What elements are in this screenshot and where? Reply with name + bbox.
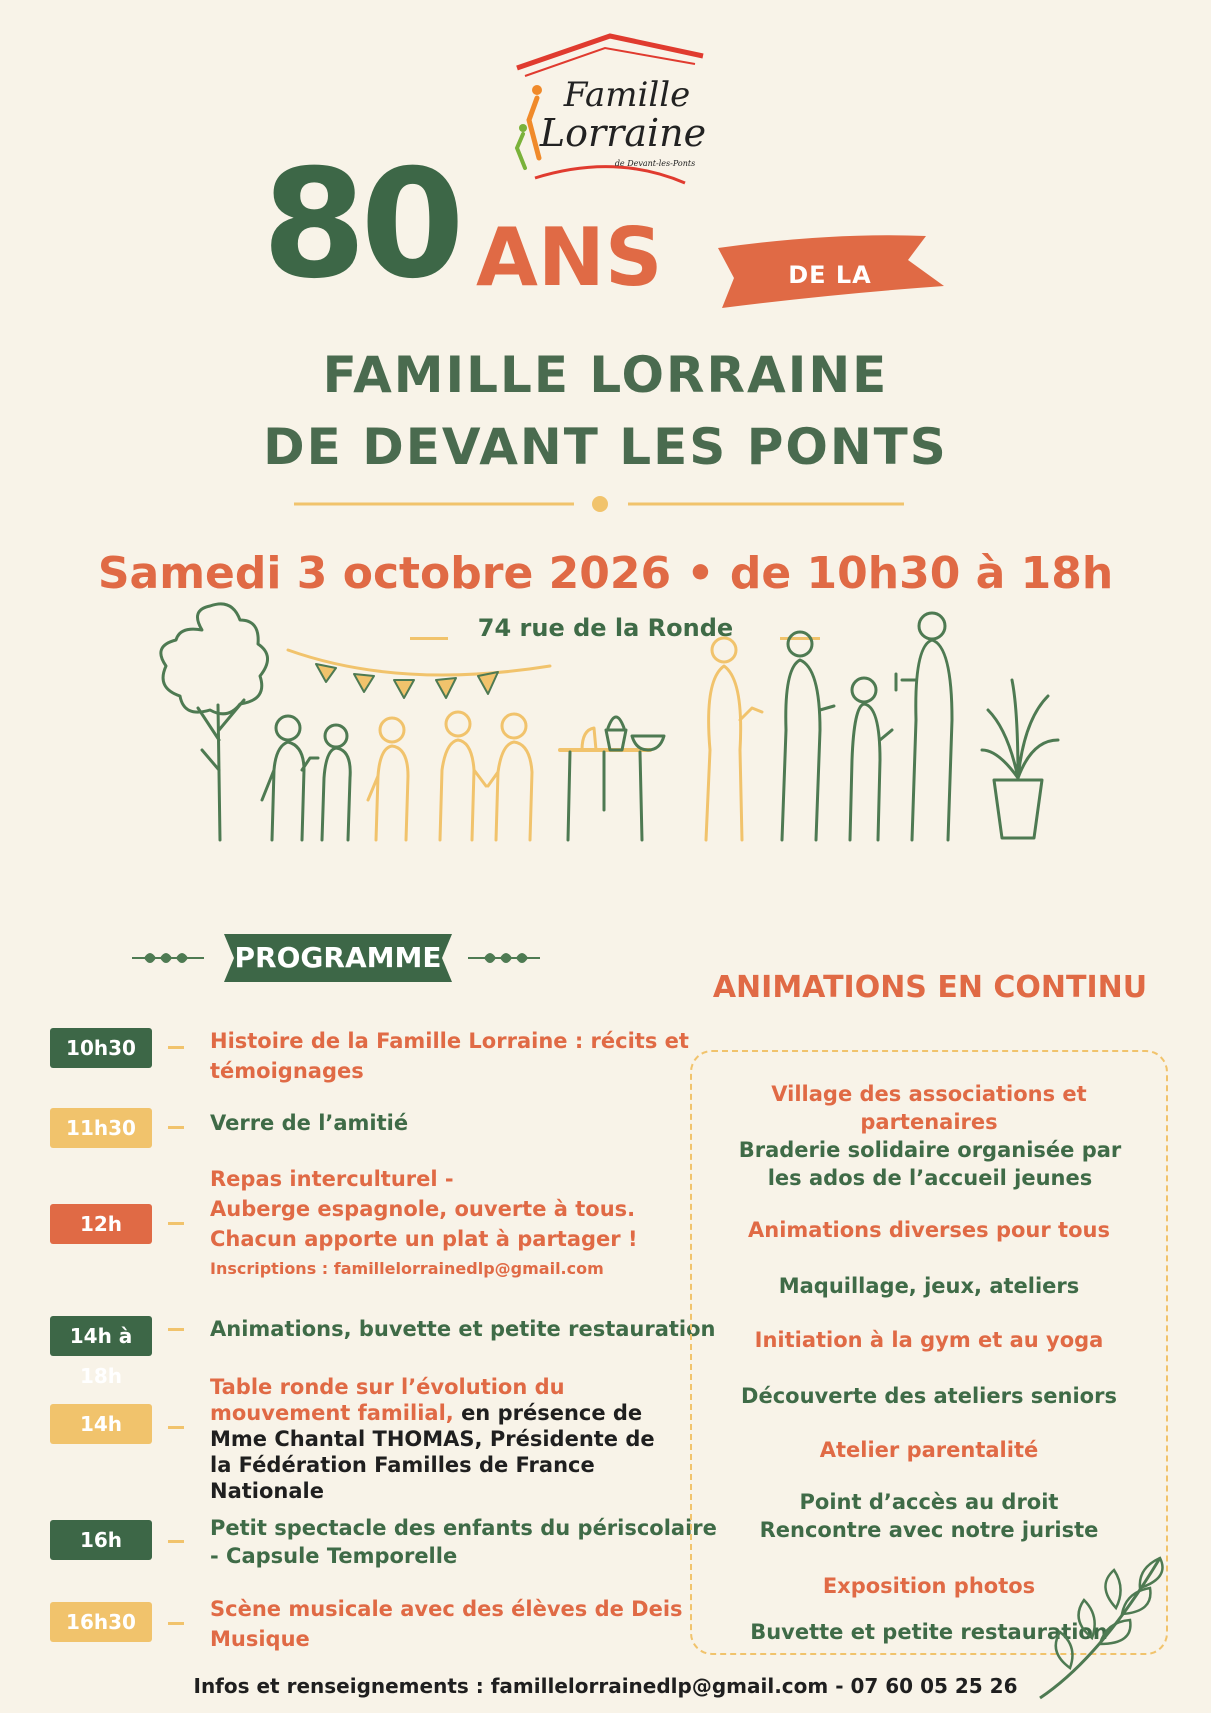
sprig-left-icon <box>130 944 206 972</box>
person-figures-right-green <box>782 613 952 840</box>
famille-lorraine-logo <box>505 28 715 188</box>
programme-item <box>50 1108 690 1152</box>
animations-title: ANIMATIONS EN CONTINU <box>712 970 1148 1005</box>
animation-item: Village des associations et partenaires <box>771 1082 1087 1134</box>
programme-item <box>50 1164 690 1284</box>
time-badge: 16h30 <box>50 1602 152 1642</box>
time-badge: 14h <box>50 1404 152 1444</box>
footer-contact: Infos et renseignements : famillelorrainedlp@gmail.com - 07 60 05 25 26 <box>193 1674 1018 1698</box>
logo-sub: de Devant-les-Ponts <box>614 159 696 168</box>
programme-text: Animations, buvette et petite restauration <box>210 1317 716 1341</box>
time-badge: 11h30 <box>50 1108 152 1148</box>
programme-text: Petit spectacle des enfants du périscolaire - Capsule Temporelle <box>210 1516 717 1568</box>
de-la-label: DE LA <box>788 261 872 289</box>
table-icon <box>560 717 664 840</box>
bunting-icon <box>288 650 550 698</box>
programme-text: Repas interculturel - Auberge espagnole, ouverte à tous. Chacun apporte un plat à partager ! Inscriptions : famillelorrainedlp@gmail.com <box>210 1164 730 1284</box>
event-address: 74 rue de la Ronde <box>477 614 734 642</box>
inscriptions-note: Inscriptions : famillelorrainedlp@gmail.com <box>210 1259 604 1278</box>
programme-text: Scène musicale avec des élèves de Deis Musique <box>210 1597 683 1651</box>
animation-item: Maquillage, jeux, ateliers <box>778 1274 1080 1298</box>
logo-line2: Lorraine <box>539 111 707 155</box>
dash <box>168 1046 184 1049</box>
title-divider <box>294 492 904 516</box>
potted-plant-icon <box>982 680 1058 838</box>
programme-item <box>50 1314 716 1388</box>
title-line-2: DE DEVANT LES PONTS <box>263 418 948 476</box>
dash <box>168 1426 184 1429</box>
animation-item: Buvette et petite restauration <box>750 1620 1108 1644</box>
person-figures-center <box>368 712 532 840</box>
time-badge: 10h30 <box>50 1028 152 1068</box>
dash <box>168 1622 184 1625</box>
time-badge: 12h <box>50 1204 152 1244</box>
event-date: Samedi 3 octobre 2026 • de 10h30 à 18h <box>97 548 1114 599</box>
programme-item <box>50 1374 690 1503</box>
logo-line1: Famille <box>563 75 691 115</box>
animation-item: Braderie solidaire organisée par les ados de l’accueil jeunes <box>738 1138 1122 1190</box>
dash <box>168 1540 184 1543</box>
community-illustration <box>140 600 1060 880</box>
person-figures-right-yellow <box>706 638 762 840</box>
animation-item: Atelier parentalité <box>819 1438 1039 1462</box>
tree-icon <box>161 604 268 840</box>
programme-item <box>50 1594 690 1654</box>
dash <box>168 1328 184 1331</box>
ans-label: ANS <box>476 211 663 304</box>
programme-item <box>50 1514 717 1574</box>
time-badge: 14h à 18h <box>50 1316 152 1356</box>
programme-text: Verre de l’amitié <box>210 1111 409 1135</box>
dash <box>168 1126 184 1129</box>
animation-item: Exposition photos <box>822 1574 1036 1598</box>
title-line-1: FAMILLE LORRAINE <box>322 346 889 404</box>
sprig-right-icon <box>466 944 542 972</box>
animation-item: Animations diverses pour tous <box>748 1218 1110 1242</box>
animation-item: Initiation à la gym et au yoga <box>754 1328 1104 1352</box>
time-badge: 16h <box>50 1520 152 1560</box>
programme-text: Table ronde sur l’évolution du mouvement familial, en présence de Mme Chantal THOMAS, Présidente de la Fédération Familles de France Nationale <box>210 1375 655 1503</box>
dash <box>168 1222 184 1225</box>
person-figures-left <box>262 716 350 840</box>
programme-text: Histoire de la Famille Lorraine : récits et témoignages <box>210 1029 689 1083</box>
programme-item <box>50 1026 690 1086</box>
animation-item: Découverte des ateliers seniors <box>741 1384 1117 1408</box>
animation-item: Point d’accès au droit Rencontre avec notre juriste <box>759 1490 1099 1542</box>
big-number-80: 80 <box>262 138 459 312</box>
programme-label: PROGRAMME <box>234 941 442 974</box>
